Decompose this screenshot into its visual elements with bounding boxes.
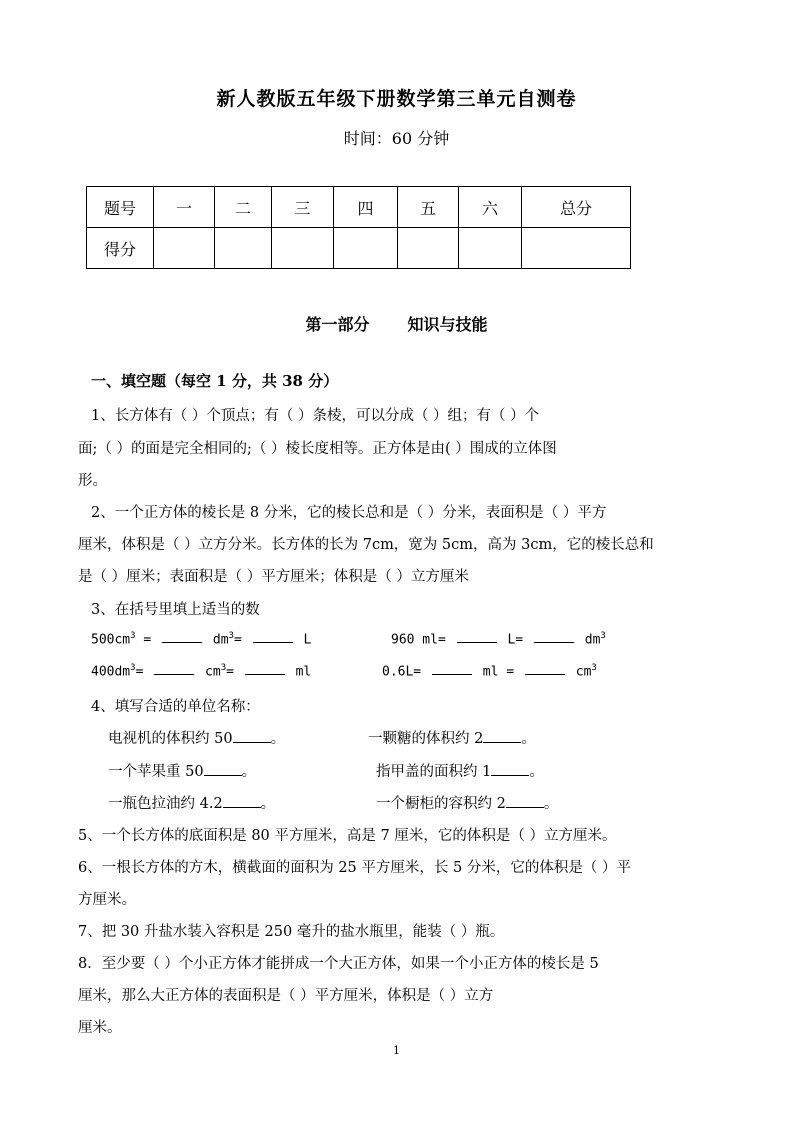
unit-item-text: 一个苹果重 50: [108, 764, 204, 780]
answer-blank[interactable]: [506, 806, 544, 808]
score-cell: 三: [272, 187, 334, 228]
question-line: 是（ ）厘米；表面积是（ ）平方厘米；体积是（ ）立方厘米: [78, 569, 469, 585]
section-heading: 一、填空题（每空 1 分，共 38 分）: [91, 372, 339, 390]
unit-item-end: 。: [521, 731, 536, 747]
exponent: 3: [591, 663, 597, 673]
question-line: 5、一个长方体的底面积是 80 平方厘米，高是 7 厘米，它的体积是（ ）立方厘米。: [78, 828, 617, 844]
part-heading: [0, 312, 793, 335]
question-line: 形。: [78, 473, 107, 489]
answer-blank[interactable]: [223, 806, 261, 808]
conversion-text: =: [233, 632, 242, 648]
part-subject: 知识与技能: [407, 315, 488, 334]
unit-item: [108, 792, 275, 813]
exponent: 3: [600, 631, 606, 641]
conversion-text: 0.6L=: [382, 664, 422, 680]
score-cell: 一: [154, 187, 215, 228]
conversion-text: =: [226, 664, 234, 680]
page-title: 新人教版五年级下册数学第三单元自测卷: [216, 88, 577, 110]
answer-blank[interactable]: [154, 673, 194, 675]
conversion-row: [391, 631, 606, 647]
conversion-text: L=: [507, 632, 524, 648]
exponent: 3: [130, 663, 136, 673]
unit-item-text: 电视机的体积约 50: [108, 731, 233, 747]
answer-blank[interactable]: [491, 774, 529, 776]
score-table-score-row: [87, 228, 631, 269]
question-line: 7、把 30 升盐水装入容积是 250 毫升的盐水瓶里，能装（ ）瓶。: [78, 924, 505, 940]
conversion-text: =: [135, 632, 152, 648]
unit-item-end: 。: [270, 731, 286, 747]
question-line: 4、填写合适的单位名称：: [91, 699, 260, 715]
conversion-text: cm: [205, 664, 221, 680]
unit-item: [376, 760, 544, 781]
question-line: 8．至少要（ ）个小正方体才能拼成一个大正方体，如果一个小正方体的棱长是 5: [78, 956, 599, 972]
score-cell: 六: [459, 187, 522, 228]
unit-item-end: 。: [241, 764, 257, 780]
answer-blank[interactable]: [204, 774, 242, 776]
answer-blank[interactable]: [525, 673, 565, 675]
score-table-header-row: [87, 187, 631, 228]
score-blank-cell: [154, 228, 215, 269]
conversion-text: =: [135, 664, 144, 680]
answer-blank[interactable]: [457, 641, 497, 643]
unit-item-end: 。: [260, 796, 276, 812]
score-cell: 得分: [87, 228, 154, 269]
conversion-text: cm: [575, 664, 592, 680]
conversion-text: dm: [584, 632, 601, 648]
answer-blank[interactable]: [253, 641, 293, 643]
unit-item: [108, 760, 256, 781]
unit-item-end: 。: [529, 764, 544, 780]
conversion-text: 960 ml=: [391, 632, 446, 648]
time-limit: 时间：60 分钟: [343, 129, 450, 148]
unit-item-text: 一颗糖的体积约 2: [368, 731, 484, 747]
score-blank-cell: [272, 228, 334, 269]
answer-blank[interactable]: [432, 673, 472, 675]
question-line: 厘米，体积是（ ）立方分米。长方体的长为 7cm，宽为 5cm，高为 3cm，它的棱长总和: [78, 537, 654, 553]
unit-item-text: 指甲盖的面积约 1: [376, 764, 492, 780]
exponent: 3: [228, 631, 234, 641]
question-line: 1、长方体有（ ）个顶点；有（ ）条棱，可以分成（ ）组；有（ ）个: [91, 408, 540, 424]
score-cell: 二: [215, 187, 272, 228]
score-blank-cell: [215, 228, 272, 269]
conversion-text: 500cm: [91, 632, 131, 648]
unit-item-text: 一个橱柜的容积约 2: [376, 796, 506, 812]
question-line: 6、一根长方体的方木，横截面的面积为 25 平方厘米，长 5 分米，它的体积是（ ）平: [78, 860, 631, 876]
score-cell: 总分: [522, 187, 631, 228]
score-blank-cell: [334, 228, 398, 269]
conversion-text: ml: [295, 664, 312, 680]
conversion-text: dm: [212, 632, 229, 648]
unit-item: [368, 727, 536, 748]
conversion-row: [91, 631, 311, 647]
answer-blank[interactable]: [534, 641, 574, 643]
conversion-text: ml =: [482, 664, 515, 680]
question-line: 2、一个正方体的棱长是 8 分米，它的棱长总和是（ ）分米，表面积是（ ）平方: [91, 505, 607, 521]
score-cell: 题号: [87, 187, 154, 228]
score-blank-cell: [522, 228, 631, 269]
page-number: 1: [393, 1044, 400, 1057]
question-line: 3、在括号里填上适当的数: [91, 602, 260, 618]
conversion-row: [382, 663, 597, 679]
exponent: 3: [130, 631, 136, 641]
question-line: 厘米。: [78, 1020, 122, 1036]
score-cell: 五: [398, 187, 459, 228]
conversion-text: L: [303, 632, 312, 648]
unit-item-end: 。: [543, 796, 559, 812]
score-blank-cell: [398, 228, 459, 269]
conversion-text: 400dm: [91, 664, 131, 680]
unit-item: [108, 727, 285, 748]
part-name: 第一部分: [305, 315, 370, 334]
question-line: 面;（ ）的面是完全相同的;（ ）棱长度相等。正方体是由( ）围成的立体图: [78, 441, 557, 457]
question-line: 厘米，那么大正方体的表面积是（ ）平方厘米，体积是（ ）立方: [78, 988, 494, 1004]
answer-blank[interactable]: [233, 741, 271, 743]
exponent: 3: [220, 663, 227, 673]
unit-item-text: 一瓶色拉油约 4.2: [108, 796, 223, 812]
score-blank-cell: [459, 228, 522, 269]
answer-blank[interactable]: [245, 673, 285, 675]
answer-blank[interactable]: [162, 641, 202, 643]
question-line: 方厘米。: [78, 892, 136, 908]
unit-item: [376, 792, 558, 813]
score-cell: 四: [334, 187, 398, 228]
answer-blank[interactable]: [483, 741, 521, 743]
score-table: [86, 186, 631, 269]
conversion-row: [91, 663, 311, 679]
